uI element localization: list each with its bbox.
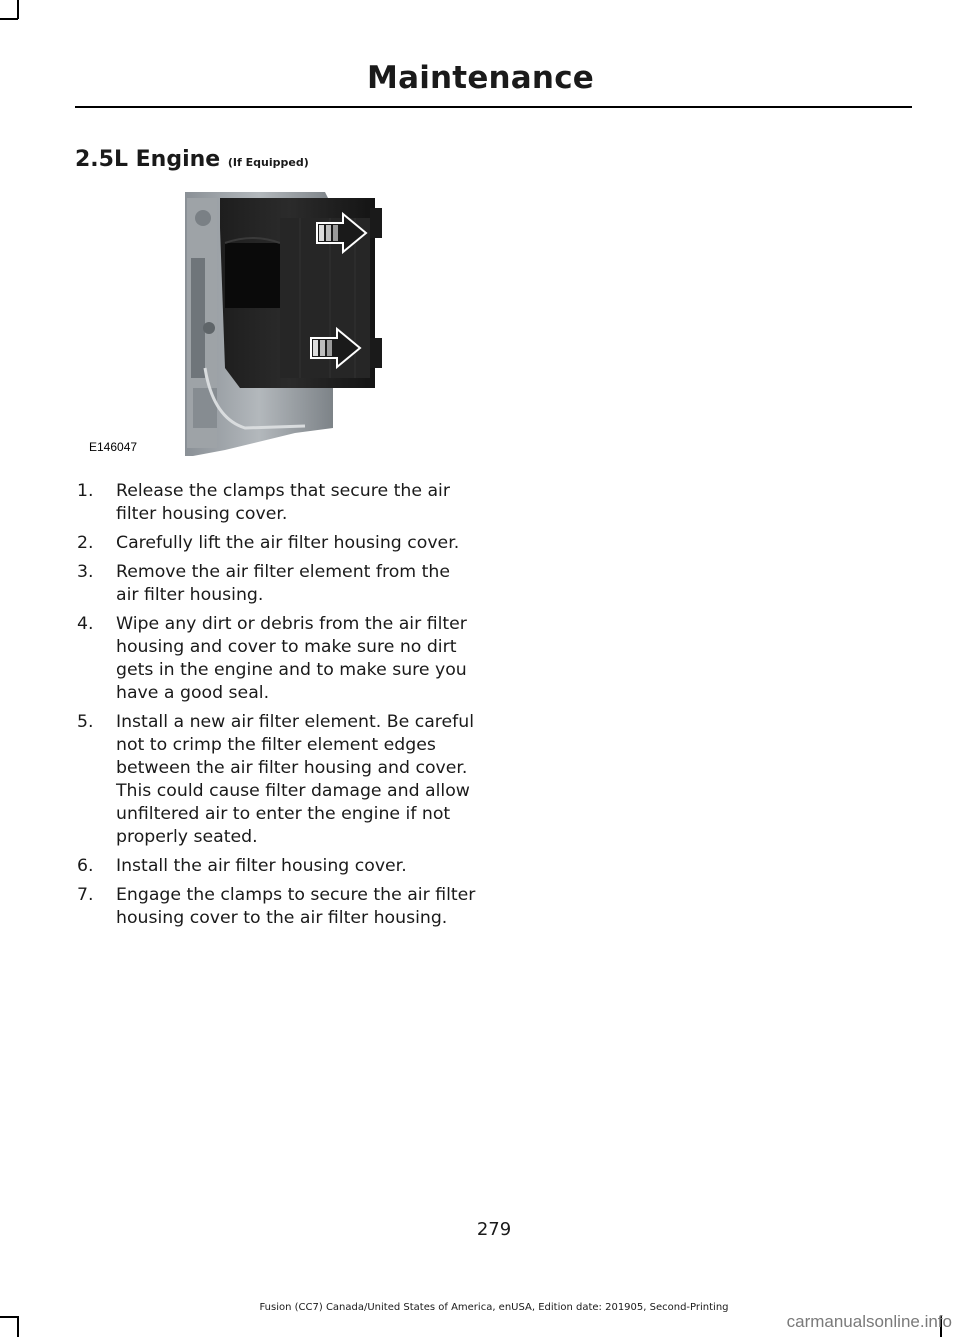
- air-filter-figure: [75, 188, 475, 460]
- watermark: carmanualsonline.info: [786, 1312, 952, 1331]
- step-number: 5.: [77, 712, 94, 732]
- list-item: [75, 613, 477, 705]
- figure-label: E146047: [89, 440, 138, 454]
- crop-mark: [0, 1316, 18, 1318]
- crop-mark: [17, 1316, 19, 1337]
- footer-text: Fusion (CC7) Canada/United States of America, enUSA, Edition date: 201905, Second-Printing: [259, 1302, 729, 1313]
- step-number: 1.: [77, 481, 94, 501]
- section-heading-text: 2.5L Engine: [75, 147, 221, 172]
- crop-mark: [17, 0, 19, 19]
- step-number: 6.: [77, 856, 94, 876]
- step-text: Wipe any dirt or debris from the air filter housing and cover to make sure no dirt gets in the engine and to make sure you have a good seal.: [116, 614, 467, 703]
- step-text: Engage the clamps to secure the air filter housing cover to the air filter housing.: [116, 885, 476, 928]
- crop-mark: [0, 18, 18, 20]
- step-number: 4.: [77, 614, 94, 634]
- step-text: Carefully lift the air filter housing cover.: [116, 533, 460, 553]
- instruction-steps: [75, 480, 477, 936]
- list-item: [75, 561, 477, 607]
- section-qualifier: (If Equipped): [227, 156, 309, 169]
- list-item: [75, 711, 477, 849]
- page-title: Maintenance: [367, 60, 594, 96]
- step-text: Install the air filter housing cover.: [116, 856, 407, 876]
- step-number: 2.: [77, 533, 94, 553]
- step-text: Remove the air filter element from the air filter housing.: [116, 562, 450, 605]
- step-number: 7.: [77, 885, 94, 905]
- section-heading: [75, 147, 309, 172]
- step-text: Release the clamps that secure the air filter housing cover.: [116, 481, 450, 524]
- header-divider: [75, 106, 912, 108]
- step-number: 3.: [77, 562, 94, 582]
- list-item: [75, 884, 477, 930]
- list-item: [75, 855, 477, 878]
- air-filter-housing-illustration: [75, 188, 475, 460]
- list-item: [75, 480, 477, 526]
- page-number: 279: [476, 1219, 512, 1240]
- step-text: Install a new air filter element. Be careful not to crimp the filter element edges between the air filter housing and cover. This could cause filter damage and allow unfiltered air to enter the engine if not properly seated.: [116, 712, 475, 847]
- list-item: [75, 532, 477, 555]
